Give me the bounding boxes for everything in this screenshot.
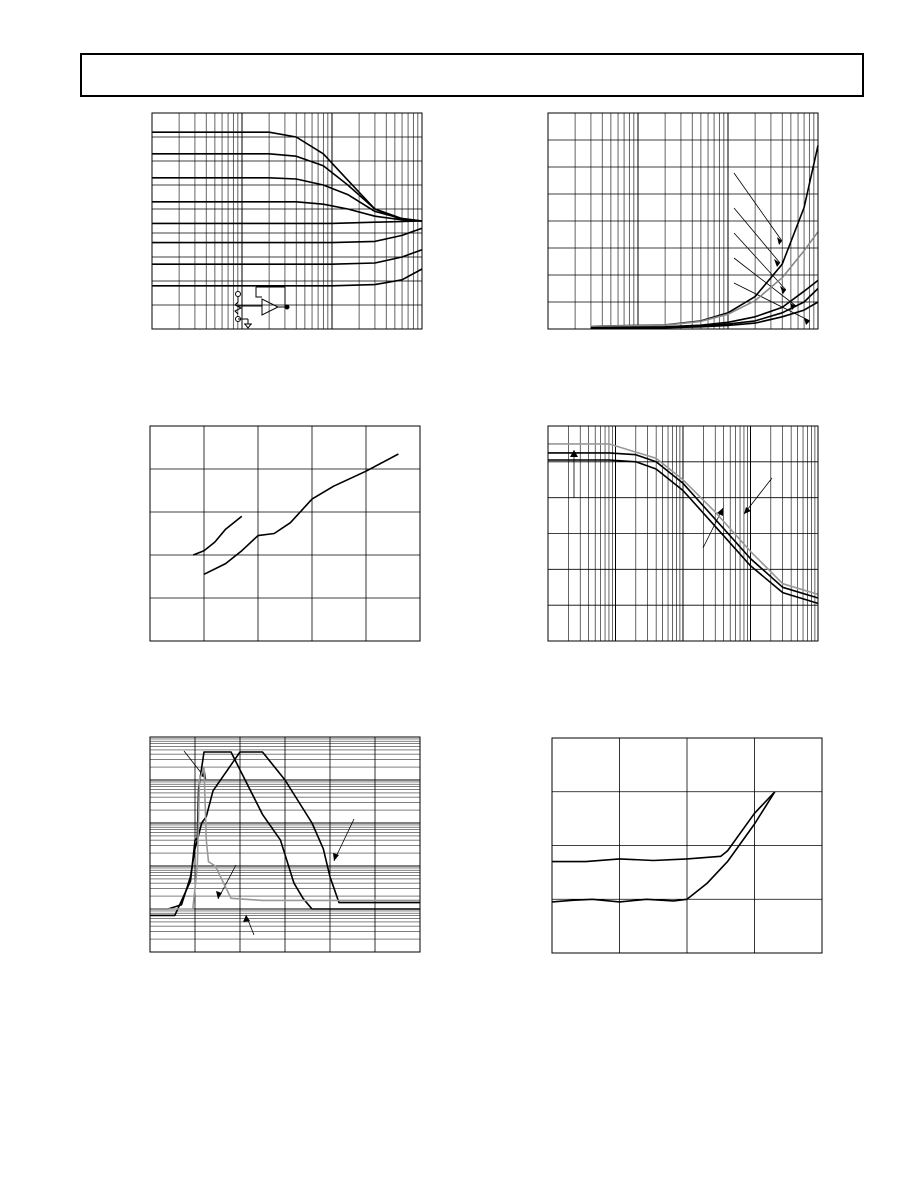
callout-leaders — [184, 751, 354, 935]
chart-rolloff-svg — [548, 426, 818, 641]
chart-gain-vs-frequency — [152, 113, 422, 329]
series-line-5 — [152, 221, 422, 223]
chart-grid — [150, 426, 420, 641]
chart-knee — [552, 738, 822, 953]
chart-gain-vs-frequency-svg — [152, 113, 422, 329]
series-line-3 — [152, 178, 422, 221]
chart-spectral — [150, 737, 420, 952]
series-line-6 — [152, 228, 422, 242]
chart-monotonic-curves — [150, 426, 420, 641]
chart-knee-svg — [552, 738, 822, 953]
series-line-2 — [204, 454, 398, 574]
series-line-1 — [152, 132, 422, 221]
chart-grid — [150, 737, 420, 952]
series-line-2 — [552, 792, 775, 902]
chart-spectral-svg — [150, 737, 420, 952]
series-line-1 — [591, 145, 818, 326]
callout-arrowheads — [200, 771, 339, 922]
series-line-1 — [193, 516, 242, 555]
series-line-8 — [152, 269, 422, 286]
chart-grid — [548, 113, 818, 329]
series-line-2 — [152, 154, 422, 221]
schematic-inset — [235, 287, 289, 328]
chart-grid — [552, 738, 822, 953]
chart-noise-vs-frequency — [548, 113, 818, 329]
series-line-1 — [552, 792, 775, 862]
chart-grid — [152, 113, 422, 329]
chart-grid — [548, 426, 818, 641]
chart-monotonic-curves-svg — [150, 426, 420, 641]
header-box — [80, 53, 864, 97]
chart-rolloff — [548, 426, 818, 641]
callout-leaders — [734, 173, 810, 321]
chart-noise-vs-frequency-svg — [548, 113, 818, 329]
